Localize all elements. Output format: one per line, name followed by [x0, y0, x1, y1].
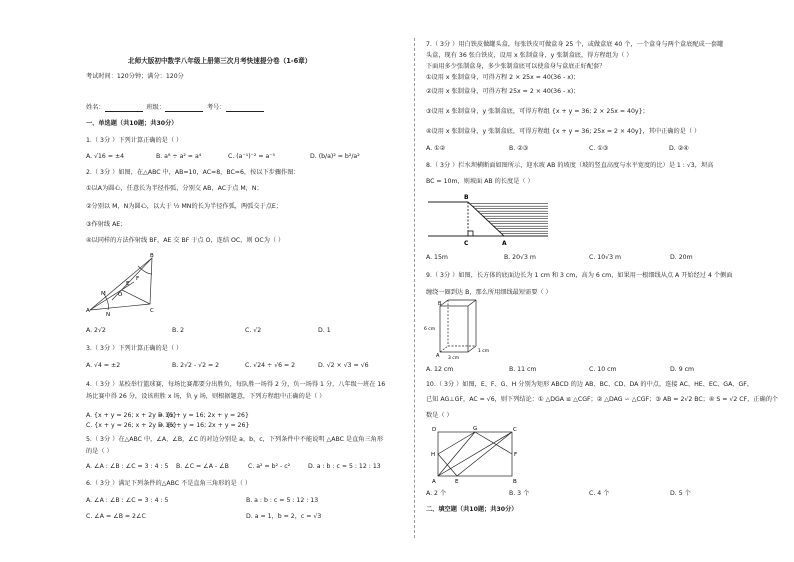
- q5-stem: 5.（ 3分 ）在△ABC 中，∠A，∠B，∠C 的对边分别是 a，b，c，下列条件中不能说明 △ABC 是直角三角形: [86, 436, 384, 443]
- name-label: 姓名：: [86, 104, 105, 111]
- exam-no-field[interactable]: [226, 105, 264, 112]
- q2-step1: ①以A为圆心，任意长为半径作弧，分别交 AB，AC于点 M，N；: [86, 185, 263, 192]
- fig4-label-c: C: [513, 427, 517, 433]
- q7-stem-2: 头盒，现有 36 张白铁皮，设用 x 张制盒身，y 张制盒底，得方程组为（ ）: [426, 52, 633, 59]
- time-info: 考试时间：120分钟；满分：120分: [86, 73, 184, 80]
- section-1-heading: 一、单选题（共10题；共30分）: [86, 120, 178, 127]
- q3-option-a: A. √4 = ±2: [86, 362, 121, 369]
- q1-option-d: D. (b/a)² = b²/a²: [310, 153, 360, 160]
- fig3-label-height: 6 cm: [424, 327, 436, 332]
- q9-option-c: C. 10 cm: [589, 366, 617, 373]
- q10-stem-3: 数是（ ）: [426, 412, 453, 419]
- q1-option-b: B. a⁸ ÷ a² = a⁴: [156, 153, 202, 160]
- q8-option-c: C. 10√3 m: [589, 254, 622, 261]
- q9-option-d: D. 9 cm: [670, 366, 695, 373]
- q7-statement-3: ③设用 x 张制盒身，y 张制盒底，可得方程组 {x + y = 36; 2 × 25x = 40y}；: [426, 108, 649, 115]
- fig4-label-b: B: [513, 479, 517, 485]
- q6-option-c: C. ∠A = ∠B = 2∠C: [86, 513, 146, 520]
- q9-cuboid-figure: [424, 296, 498, 361]
- q5-option-b: B. ∠C = ∠A - ∠B: [176, 463, 229, 470]
- q2-option-c: C. √2: [245, 327, 262, 334]
- q3-stem: 3.（ 3分 ）下列计算正确的是（ ）: [86, 345, 183, 352]
- q3-option-c: C. √24 ÷ √6 = 2: [245, 362, 296, 369]
- fig1-label-n: N: [106, 312, 111, 318]
- q10-option-d: D. 5 个: [670, 490, 691, 497]
- fig4-label-g: G: [473, 426, 478, 432]
- class-field[interactable]: [165, 105, 203, 112]
- q4-stem-2: 场比赛中得 26 分，设该班胜 x 场，负 y 场，则根据题意，下列方程组中正确的是（ ）: [86, 393, 326, 400]
- q8-option-d: D. 20m: [670, 254, 693, 261]
- fig1-label-m: M: [101, 291, 106, 297]
- q6-option-b: B. a : b : c = 5 : 12 : 13: [246, 497, 319, 504]
- q10-option-a: A. 2 个: [426, 490, 447, 497]
- q9-option-b: B. 11 cm: [509, 366, 537, 373]
- q10-option-b: B. 3 个: [509, 490, 530, 497]
- fig4-label-f: F: [514, 452, 518, 458]
- q6-stem: 6.（ 3分 ）满足下列条件的△ABC 不是直角三角形的是（ ）: [86, 480, 252, 487]
- q7-statement-1: ①设用 x 张制盒身，可得方程 2 × 25x = 40(36 - x)；: [426, 74, 580, 81]
- right-column: [414, 0, 794, 562]
- q9-option-a: A. 12 cm: [426, 366, 454, 373]
- fig1-label-b: B: [150, 253, 154, 259]
- fig1-label-e: E: [126, 281, 130, 287]
- q10-rectangle-figure: [430, 424, 522, 486]
- fig1-label-c: C: [150, 308, 154, 314]
- q9-stem-2: 缠绕一圈到达 B，那么所用细线最短需要（ ）: [426, 289, 552, 296]
- fig3-label-width: 1 cm: [478, 349, 490, 354]
- q2-step2: ②分别以 M，N为圆心，以大于 ½ MN的长为半径作弧，两弧交于点E；: [86, 203, 282, 210]
- q10-stem-2: 已知 AG⊥GF，AC = √6，则下列结论：① △DGA ≌ △CGF；② △DAG ∽ △CGF；③ AB = 2√2 BC；④ S = √2 CF，正确的个: [426, 396, 779, 403]
- q7-option-b: B. ②③: [509, 145, 529, 152]
- q1-stem: 1.（ 3分 ）下列计算正确的是（ ）: [86, 137, 183, 144]
- fig3-label-length: 3 cm: [448, 356, 460, 361]
- q8-stem: 8.（ 3分 ）拦水坝横断面如图所示，迎水坡 AB 的坡度（坡的竖直高度与水平宽度的比）是 1 : √3，坝高: [426, 162, 714, 169]
- q7-option-d: D. ②④: [669, 145, 689, 152]
- q6-option-d: D. a = 1，b = 2，c = √3: [246, 513, 322, 520]
- q3-option-d: D. √2 × √3 = √6: [318, 362, 369, 369]
- q2-stem: 2.（ 3分 ）如图，在△ABC 中，AB=10，AC=8，BC=6，按以下步骤作图：: [86, 169, 300, 176]
- fig1-label-a: A: [86, 308, 90, 314]
- q5-stem-2: 的是（ ）: [86, 448, 113, 455]
- q4-stem: 4.（ 3分 ）某校举行篮球赛，每场比赛都要分出胜负，每队胜一场得 2 分，负一场得 1 分，八年级一班在 16: [86, 381, 386, 388]
- fig2-label-a: A: [502, 240, 507, 247]
- q8-stem-2: BC = 10m，则坡面 AB 的长度是（ ）: [426, 178, 534, 185]
- section-2-heading: 二、填空题（共10题；共30分）: [426, 506, 518, 513]
- exam-no-label: 考号：: [207, 104, 226, 111]
- q2-option-a: A. 2√2: [86, 327, 106, 334]
- q4-option-c: C. {x + y = 26; x + 2y = 16}: [86, 422, 177, 429]
- q2-option-b: B. 2: [172, 327, 185, 334]
- q4-option-a: A. {x + y = 26; x + 2y = 16}: [86, 412, 177, 419]
- q7-option-a: A. ①②: [426, 145, 446, 152]
- q9-stem: 9.（ 3分 ）如图，长方体的底面边长为 1 cm 和 3 cm，高为 6 cm，如果用一根细线从点 A 开始经过 4 个侧面: [426, 272, 733, 279]
- fig1-label-f: F: [136, 276, 140, 282]
- q7-option-c: C. ①③: [589, 145, 609, 152]
- fig4-label-e: E: [455, 479, 459, 485]
- q5-option-a: A. ∠A : ∠B : ∠C = 3 : 4 : 5: [86, 463, 169, 470]
- q8-dam-figure: [428, 190, 548, 246]
- fig2-label-b: B: [464, 194, 469, 201]
- fig1-label-o: O: [118, 292, 123, 298]
- fig3-label-a: A: [436, 353, 440, 359]
- fig4-label-d: D: [432, 427, 437, 433]
- name-field[interactable]: [105, 105, 143, 112]
- fig4-label-a: A: [432, 479, 436, 485]
- q7-stem-3: 下面用多少张制盒身，多少张制盒底可以使盒身与盒底正好配套？: [426, 63, 606, 70]
- q10-option-c: C. 4 个: [589, 490, 610, 497]
- fig2-label-c: C: [464, 240, 469, 247]
- q2-triangle-figure: [86, 252, 166, 318]
- q10-stem: 10.（ 3分 ）如图，E、F、G、H 分别为矩形 ABCD 的边 AB、BC、CD、DA 的中点，连接 AC、HE、EC、GA、GF，: [426, 381, 754, 388]
- q8-option-a: A. 15m: [426, 254, 448, 261]
- q2-option-d: D. 1: [318, 327, 331, 334]
- q4-option-b: B. {x + y = 16; 2x + y = 26}: [158, 412, 249, 419]
- q4-option-d: D. {x + y = 16; 2x + y = 26}: [158, 422, 250, 429]
- q7-statement-2: ②设用 x 张制盒身，可得方程 25x = 2 × 40(36 - x)；: [426, 88, 580, 95]
- water-hatching: [468, 202, 548, 236]
- fig3-label-b: B: [438, 301, 442, 307]
- q1-option-a: A. √16 = ±4: [86, 153, 125, 160]
- q3-option-b: B. 2√2 - √2 = 2: [172, 362, 220, 369]
- fig4-label-h: H: [431, 452, 436, 458]
- q1-option-c: C. (a⁻¹)⁻² = a⁻⁵: [228, 153, 276, 160]
- q5-option-d: D. a : b : c = 5 : 12 : 13: [308, 463, 381, 470]
- q2-step4: ④以同样的方法作射线 BF，AE 交 BF 于点 O，连结 OC，则 OC为（ ）: [86, 237, 285, 244]
- q2-step3: ③作射线 AE；: [86, 221, 127, 228]
- student-info-row: [86, 104, 264, 112]
- q8-option-b: B. 20√3 m: [504, 254, 536, 261]
- exam-title: 北师大版初中数学八年级上册第三次月考快速提分卷（1-6章）: [128, 57, 312, 65]
- q6-option-a: A. ∠A : ∠B : ∠C = 3 : 4 : 5: [86, 497, 169, 504]
- q7-statement-4: ④设用 x 张制盒身，y 张制盒底，可得方程组 {x + y = 36; 25x = 2 × 40y}，其中正确的是（ ）: [426, 128, 701, 135]
- q5-option-c: C. a² = b² - c²: [248, 463, 291, 470]
- q7-stem: 7.（ 3分 ）用白铁皮做罐头盒，每张铁皮可做盒身 25 个，或做盒底 40 个，一个盒身与两个盒底配成一套罐: [426, 41, 724, 48]
- class-label: 班级：: [146, 104, 166, 111]
